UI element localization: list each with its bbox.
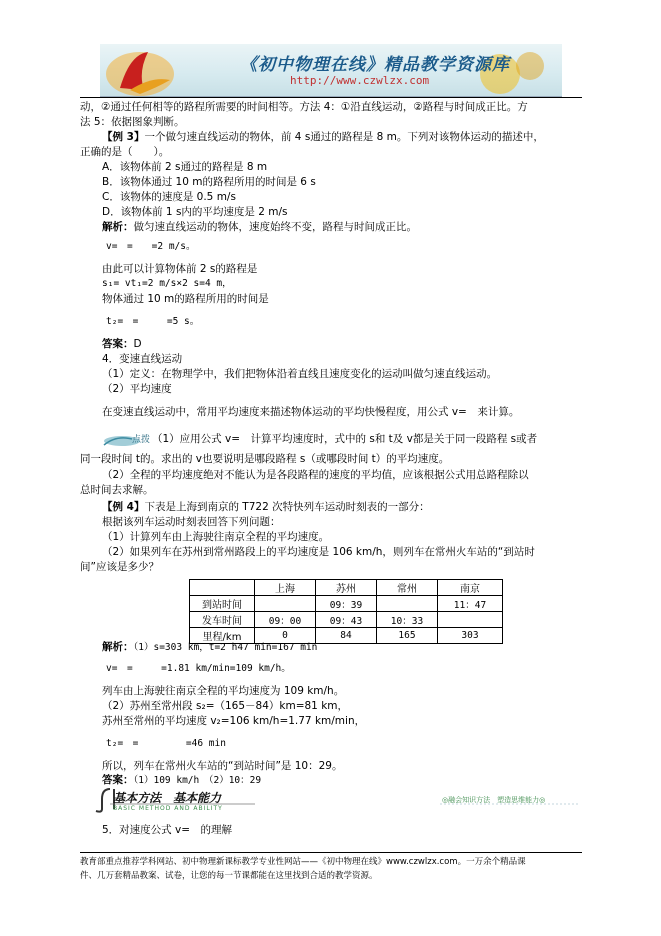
footer-divider [80,852,582,853]
text-line: 在变速直线运动中，常用平均速度来描述物体运动的平均快慢程度，用公式 v= 来计算。 [102,406,520,418]
formula-t2: t₂= = =5 s。 [106,316,200,327]
tip-line: （1）应用公式 v= 计算平均速度时，式中的 s和 t及 v都是关于同一段路程 s或者 [152,433,538,445]
example-text: 下表是上海到南京的 T722 次特快列车运动时刻表的一部分： [144,501,430,513]
table-header-cell [190,580,255,596]
example-label: 【例 4】 [102,501,145,513]
tip-line: （2）全程的平均速度绝对不能认为是各段路程的速度的平均值，应该根据公式用总路程除以 [102,469,529,481]
text-line: 正确的是（ ）。 [80,146,170,158]
text-line: 物体通过 10 m的路程所用的时间是 [102,293,269,305]
example-4-line [102,500,430,514]
option-c: C．该物体的速度是 0.5 m/s [102,191,236,203]
analysis-label: 解析： [102,641,134,653]
table-cell: 11：47 [438,596,503,612]
option-a: A．该物体前 2 s通过的路程是 8 m [102,161,268,173]
tip-label: 点拨 [132,435,151,445]
tip-line: 同一段时间 t的。求出的 v也要说明是哪段路程 s（或哪段时间 t）的平均速度。 [80,453,450,465]
table-cell: 09：39 [316,596,377,612]
option-b: B．该物体通过 10 m的路程所用的时间是 6 s [102,176,316,188]
item-5: 5．对速度公式 v= 的理解 [102,824,233,836]
header-banner [100,44,562,97]
text-line: 动，②通过任何相等的路程所需要的时间相等。方法 4：①沿直线运动，②路程与时间成正比。方 [80,101,528,113]
text-line: 由此可以计算物体前 2 s的路程是 [102,263,258,275]
table-cell: 到站时间 [190,596,255,612]
example-text: 一个做匀速直线运动的物体，前 4 s通过的路程是 8 m。下列对该物体运动的描述中， [144,131,544,143]
tip-line: 总时间去求解。 [80,484,154,496]
banner-url[interactable]: http://www.czwlzx.com [290,74,430,87]
table-cell: 84 [316,628,377,644]
analysis-text: 做匀速直线运动的物体，速度始终不变，路程与时间成正比。 [133,221,417,233]
answer-line [102,337,142,351]
table-header-cell: 苏州 [316,580,377,596]
section-slogan: ◎融会知识方法 塑造思维能力◎ [442,796,546,804]
table-cell: 0 [255,628,316,644]
analysis-4-line [102,640,317,655]
table-cell: 发车时间 [190,612,255,628]
text-line: 列车由上海驶往南京全程的平均速度为 109 km/h。 [102,685,345,697]
answer-label: 答案： [102,774,134,786]
text-line: （1）定义：在物理学中，我们把物体沿着直线且速度变化的运动叫做匀速直线运动。 [102,368,498,380]
table-cell: 里程/km [190,628,255,644]
table-cell [438,612,503,628]
answer-line [102,773,261,788]
table-header-row [190,580,503,596]
question-2-cont: 间”应该是多少？ [80,561,159,573]
table-row [190,596,503,612]
formula-s1: s₁= vt₁=2 m/s×2 s=4 m， [102,278,232,289]
section-heading: 4．变速直线运动 [102,353,183,365]
table-row [190,612,503,628]
timetable [189,579,503,644]
analysis-line [102,220,417,234]
option-d: D．该物体前 1 s内的平均速度是 2 m/s [102,206,288,218]
formula-t2: t₂= = =46 min [106,738,226,749]
example-3-line [102,130,544,144]
table-header-cell: 南京 [438,580,503,596]
text-line: 所以，列车在常州火车站的“到站时间”是 10：29。 [102,760,343,772]
table-cell: 165 [377,628,438,644]
section-title: 基本方法 基本能力 [113,791,222,805]
text-line: 苏州至常州的平均速度 v₂=106 km/h=1.77 km/min， [102,715,366,727]
text-line: （2）平均速度 [102,383,172,395]
question-2: （2）如果列车在苏州到常州路段上的平均速度是 106 km/h，则列车在常州火车站的“到站时 [102,546,535,558]
section-letter-icon [96,789,110,812]
analysis-label: 解析： [102,221,134,233]
table-header-cell: 常州 [377,580,438,596]
table-cell: 09：00 [255,612,316,628]
text-line: 法 5：依据图象判断。 [80,116,185,128]
table-header-cell: 上海 [255,580,316,596]
footer-line: 教育部重点推荐学科网站、初中物理新课标教学专业性网站——《初中物理在线》www.czwlzx.com。一万余个精品课 [80,857,526,867]
example-label: 【例 3】 [102,131,145,143]
table-cell: 09：43 [316,612,377,628]
answer-value: （1）109 km/h （2）10：29 [133,775,262,786]
formula-v: v= = =2 m/s。 [106,241,196,252]
table-cell: 10：33 [377,612,438,628]
answer-label: 答案： [102,338,134,350]
table-cell [255,596,316,612]
table-cell [377,596,438,612]
answer-value: D [133,338,142,350]
tip-badge [102,432,150,446]
text-line: （2）苏州至常州段 s₂=（165－84）km=81 km， [102,700,349,712]
text-line: 根据该列车运动时刻表回答下列问题： [102,516,281,528]
header-divider [80,97,582,98]
question-1: （1）计算列车由上海驶往南京全程的平均速度。 [102,531,330,543]
table-cell: 303 [438,628,503,644]
formula-v: v= = =1.81 km/min=109 km/h。 [106,663,291,674]
section-subtitle: BASIC METHOD AND ABILITY [113,805,223,812]
analysis-text: （1）s=303 km，t=2 h47 min=167 min [133,642,318,653]
footer-line: 件、几万套精品教案、试卷，让您的每一节课都能在这里找到合适的教学资源。 [80,871,378,881]
banner-title: 《初中物理在线》精品教学资源库 [240,55,510,75]
